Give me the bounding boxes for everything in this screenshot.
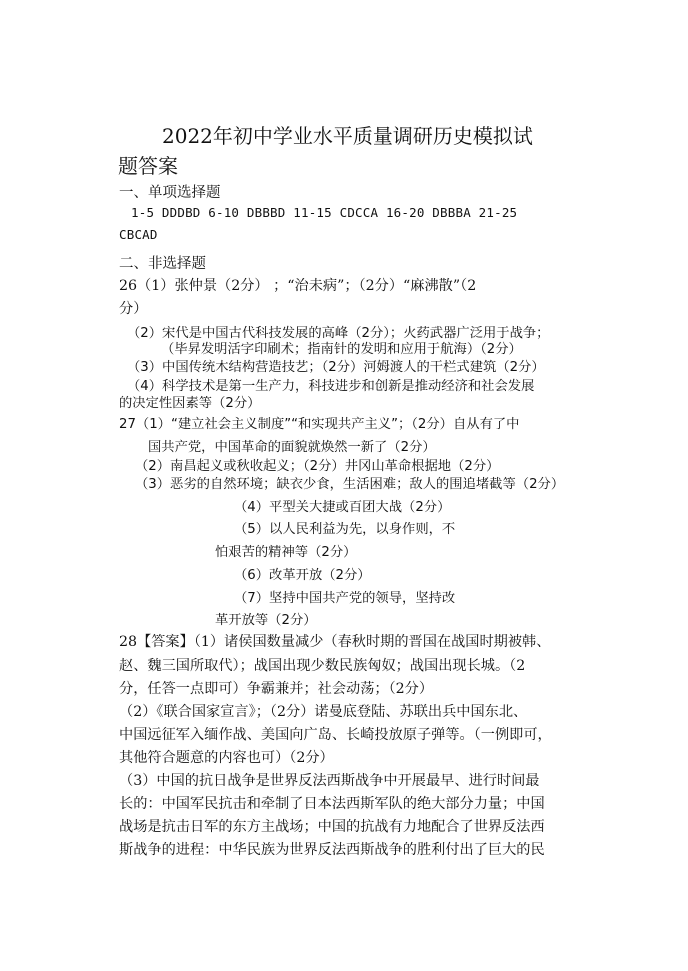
q26-line-2: 分） xyxy=(119,301,148,317)
q26-line-3: （2）宋代是中国古代科技发展的高峰（2分）；火药武器广泛用于战争； xyxy=(127,326,550,341)
section-heading-nonchoice: 二、非选择题 xyxy=(119,256,206,272)
q28-line-9: 战场是抗击日军的东方主战场；中国的抗战有力地配合了世界反法西 xyxy=(119,819,545,835)
q27-line-1: 27（1）“建立社会主义制度”“和实现共产主义”；（2分）自从有了中 xyxy=(119,417,520,432)
q27-line-2: 国共产党，中国革命的面貌就焕然一新了（2分） xyxy=(148,440,436,455)
q28-line-8: 长的：中国军民抗击和牵制了日本法西斯军队的绝大部分力量；中国 xyxy=(119,796,545,812)
q28-line-5: 中国远征军入缅作战、美国向广岛、长崎投放原子弹等。（一例即可， xyxy=(119,727,552,743)
q27-line-9: （7）坚持中国共产党的领导，坚持改 xyxy=(234,591,456,606)
q28-line-6: 其他符合题意的内容也可）（2分） xyxy=(119,750,334,766)
q27-line-10: 革开放等（2分） xyxy=(215,613,317,628)
q26-line-7: 的决定性因素等（2分） xyxy=(119,396,261,411)
choice-answers-line-1: 1-5 DDDBD 6-10 DBBBD 11-15 CDCCA 16-20 DBBBA 21-25 xyxy=(131,205,518,220)
q26-line-1: 26（1）张仲景（2分） ；“治未病”；（2分）“麻沸散”（2 xyxy=(119,278,477,294)
q28-line-4: （2）《联合国家宣言》；（2分）诺曼底登陆、苏联出兵中国东北、 xyxy=(119,704,528,720)
q27-line-5: （4）平型关大捷或百团大战（2分） xyxy=(234,500,451,515)
q26-line-4: （毕昇发明活字印刷术；指南针的发明和应用于航海）（2分） xyxy=(161,342,522,357)
choice-answers-line-2: CBCAD xyxy=(119,227,158,242)
q27-line-7: 怕艰苦的精神等（2分） xyxy=(215,545,357,560)
q27-line-6: （5）以人民利益为先，以身作则，不 xyxy=(234,522,456,537)
q28-line-7: （3）中国的抗日战争是世界反法西斯战争中开展最早、进行时间最 xyxy=(119,773,540,789)
q27-line-3: （2）南昌起义或秋收起义；（2分）井冈山革命根据地（2分） xyxy=(135,459,500,474)
q27-line-8: （6）改革开放（2分） xyxy=(234,568,371,583)
q28-line-3: 分，任答一点即可）争霸兼并；社会动荡；（2分） xyxy=(119,681,434,697)
q27-line-4: （3）恶劣的自然环境；缺衣少食，生活困难；敌人的围追堵截等（2分） xyxy=(135,477,565,492)
section-heading-choice: 一、单项选择题 xyxy=(119,185,221,201)
document-title-line-2: 题答案 xyxy=(118,154,178,178)
q28-line-1: 28【答案】（1）诸侯国数量减少（春秋时期的晋国在战国时期被韩、 xyxy=(119,634,551,650)
q26-line-6: （4）科学技术是第一生产力，科技进步和创新是推动经济和社会发展 xyxy=(127,379,535,394)
q28-line-2: 赵、魏三国所取代）；战国出现少数民族匈奴；战国出现长城。（2 xyxy=(119,658,526,674)
q26-line-5: （3）中国传统木结构营造技艺；（2分）河姆渡人的干栏式建筑（2分） xyxy=(127,360,545,375)
document-title-line-1: 2022年初中学业水平质量调研历史模拟试 xyxy=(162,124,533,148)
q28-line-10: 斯战争的进程：中华民族为世界反法西斯战争的胜利付出了巨大的民 xyxy=(119,842,545,858)
